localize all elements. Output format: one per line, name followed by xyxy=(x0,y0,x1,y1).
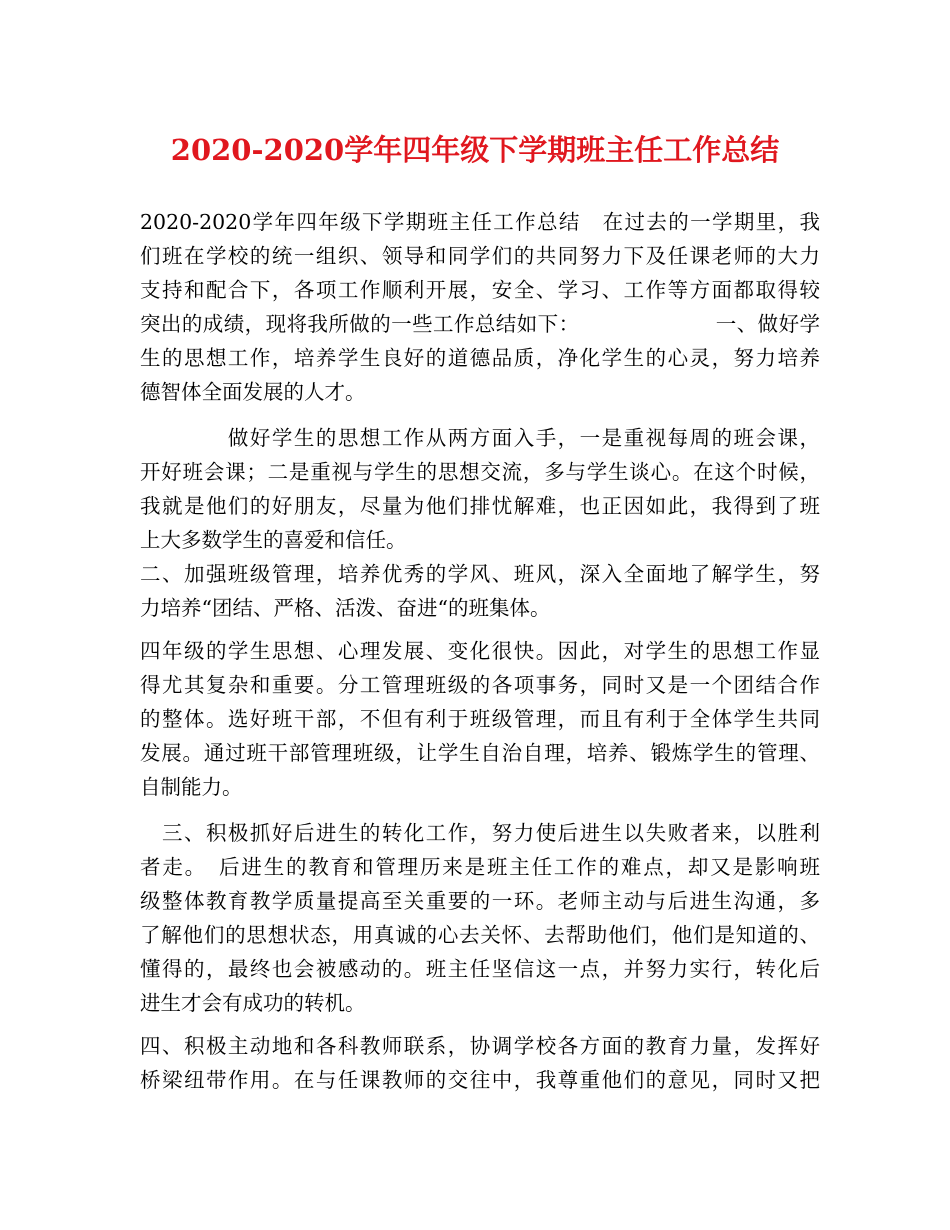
body-line: 四年级的学生思想、心理发展、变化很快。因此，对学生的思想工作显 xyxy=(140,639,820,663)
body-line: 懂得的，最终也会被感动的。班主任坚信这一点，并努力实行，转化后 xyxy=(140,957,820,981)
body-line: 上大多数学生的喜爱和信任。 xyxy=(140,528,407,552)
body-line: 2020-2020学年四年级下学期班主任工作总结 在过去的一学期里，我 xyxy=(140,210,820,234)
body-line: 德智体全面发展的人才。 xyxy=(140,380,366,404)
body-line: 开好班会课；二是重视与学生的思想交流，多与学生谈心。在这个时候， xyxy=(140,460,820,484)
body-line: 生的思想工作，培养学生良好的道德品质，净化学生的心灵，努力培养 xyxy=(140,346,820,370)
body-line: 们班在学校的统一组织、领导和同学们的共同努力下及任课老师的大力 xyxy=(140,244,820,268)
body-line: 桥梁纽带作用。在与任课教师的交往中，我尊重他们的意见，同时又把 xyxy=(140,1068,820,1092)
body-line: 自制能力。 xyxy=(140,775,243,799)
body-line: 了解他们的思想状态，用真诚的心去关怀、去帮助他们，他们是知道的、 xyxy=(140,923,820,947)
body-line: 者走。 后进生的教育和管理历来是班主任工作的难点，却又是影响班 xyxy=(140,855,820,879)
body-line: 支持和配合下，各项工作顺利开展，安全、学习、工作等方面都取得较 xyxy=(140,278,820,302)
body-line: 得尤其复杂和重要。分工管理班级的各项事务，同时又是一个团结合作 xyxy=(140,673,820,697)
body-line: 做好学生的思想工作从两方面入手，一是重视每周的班会课， xyxy=(140,426,820,450)
document-title: 2020-2020学年四年级下学期班主任工作总结 xyxy=(170,133,780,167)
body-line: 级整体教育教学质量提高至关重要的一环。老师主动与后进生沟通，多 xyxy=(140,889,820,913)
body-line: 四、积极主动地和各科教师联系，协调学校各方面的教育力量，发挥好 xyxy=(140,1034,820,1058)
body-line: 发展。通过班干部管理班级，让学生自治自理，培养、锻炼学生的管理、 xyxy=(140,741,820,765)
body-line: 进生才会有成功的转机。 xyxy=(140,991,366,1015)
body-line: 我就是他们的好朋友，尽量为他们排忧解难，也正因如此，我得到了班 xyxy=(140,494,820,518)
body-line: 力培养“团结、严格、活泼、奋进“的班集体。 xyxy=(140,596,551,620)
body-line: 的整体。选好班干部，不但有利于班级管理，而且有利于全体学生共同 xyxy=(140,707,820,731)
body-line: 突出的成绩，现将我所做的一些工作总结如下： 一、做好学 xyxy=(140,312,820,336)
body-line: 三、积极抓好后进生的转化工作，努力使后进生以失败者来，以胜利 xyxy=(140,821,820,845)
body-line: 二、加强班级管理，培养优秀的学风、班风，深入全面地了解学生，努 xyxy=(140,562,820,586)
